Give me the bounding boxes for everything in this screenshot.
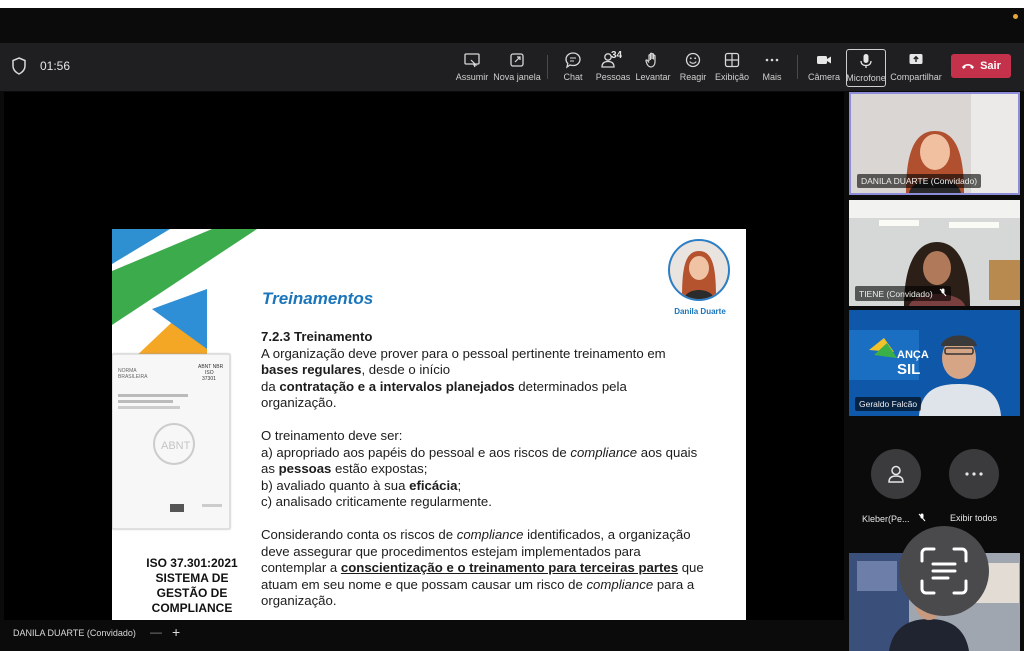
raise-hand-icon <box>644 51 662 69</box>
abnt-logo: ABNT <box>161 440 191 452</box>
presentation-slide <box>112 229 746 651</box>
doc-line-37301: 37301 <box>202 376 216 382</box>
iso-caption-line: GESTÃO DE <box>156 586 228 600</box>
iso-standard-document-image <box>112 354 230 529</box>
paragraph-1: A organização deve prover para o pessoal pertinente treinamento em bases regulares, desde o início da contratação e a intervalos planejados determinados pela organização. <box>261 345 666 411</box>
status-dot <box>1013 14 1018 19</box>
kleber-label: Kleber(Pe... <box>862 513 926 524</box>
leave-label: Sair <box>980 60 1001 72</box>
zoom-in-button[interactable]: + <box>172 624 181 640</box>
new-window-button[interactable] <box>494 49 540 87</box>
participant-tile-danila[interactable] <box>849 92 1020 195</box>
new-window-icon <box>508 51 526 69</box>
section-heading: 7.2.3 Treinamento <box>261 329 373 344</box>
people-label: Pessoas <box>595 72 631 82</box>
take-control-button[interactable] <box>455 49 489 87</box>
microphone-icon <box>857 52 875 70</box>
more-icon <box>763 51 781 69</box>
iso-caption-line: SISTEMA DE <box>155 571 229 585</box>
person-icon <box>885 463 907 485</box>
zoom-out-button[interactable]: — <box>150 625 162 639</box>
take-control-label: Assumir <box>455 72 489 82</box>
text-scan-button[interactable] <box>899 526 989 616</box>
participant-name: Geraldo Falcão <box>855 397 921 411</box>
show-all-button[interactable] <box>949 449 999 499</box>
doc-line-iso: ISO <box>205 370 214 376</box>
chat-button[interactable] <box>561 49 585 87</box>
toolbar-divider <box>797 55 798 79</box>
camera-icon <box>815 51 833 69</box>
meeting-timer: 01:56 <box>40 59 71 73</box>
react-icon <box>684 51 702 69</box>
iso-caption-line: ISO 37.301:2021 <box>146 556 238 570</box>
background-sign-text-bottom: SIL <box>897 361 921 378</box>
share-label: Compartilhar <box>890 72 942 82</box>
meeting-toolbar <box>0 43 1024 91</box>
text-scan-icon <box>918 545 970 597</box>
more-label: Mais <box>762 72 782 82</box>
kleber-avatar[interactable] <box>871 449 921 499</box>
mic-off-icon <box>918 513 926 522</box>
camera-label: Câmera <box>808 72 841 82</box>
hang-up-icon <box>961 62 975 70</box>
share-button[interactable] <box>891 49 941 87</box>
leave-button[interactable] <box>951 54 1011 78</box>
iso-caption-line: COMPLIANCE <box>151 601 233 615</box>
doc-line-abnt-nbr: ABNT NBR <box>198 364 224 370</box>
title-bar <box>0 8 1024 43</box>
take-control-icon <box>463 51 481 69</box>
react-label: Reagir <box>679 72 707 82</box>
paragraph-2: O treinamento deve ser: a) apropriado aos papéis do pessoal e aos riscos de compliance aos quais as pessoas estão expostas; b) avaliado quanto à sua eficácia; c) analisado criticamente regularmente. <box>261 427 698 510</box>
microphone-label: Microfone <box>846 73 886 83</box>
toolbar-divider <box>547 55 548 79</box>
share-icon <box>907 51 925 69</box>
raise-hand-button[interactable] <box>636 49 670 87</box>
doc-line-norma: NORMA <box>118 368 137 374</box>
presenter-name: Danila Duarte <box>674 307 726 316</box>
chat-label: Chat <box>563 72 583 82</box>
participant-tile-tiene[interactable] <box>849 200 1020 306</box>
more-button[interactable] <box>760 49 784 87</box>
view-icon <box>723 51 741 69</box>
bottom-bar <box>0 620 848 651</box>
chat-icon <box>564 51 582 69</box>
microphone-button[interactable] <box>846 49 886 87</box>
raise-hand-label: Levantar <box>635 72 671 82</box>
people-button[interactable] <box>596 49 630 87</box>
view-label: Exibição <box>714 72 750 82</box>
react-button[interactable] <box>679 49 707 87</box>
participant-tile-geraldo[interactable] <box>849 310 1020 416</box>
mic-off-icon <box>939 288 947 297</box>
meeting-window <box>0 8 1024 651</box>
background-sign-text-top: ANÇA <box>897 349 929 361</box>
presenter-label: DANILA DUARTE (Convidado) <box>13 628 136 638</box>
slide-body-text <box>261 329 741 651</box>
participant-name: DANILA DUARTE (Convidado) <box>857 174 981 188</box>
shared-screen-stage <box>4 92 844 627</box>
show-all-label: Exibir todos <box>950 513 998 523</box>
participant-name: TIENE (Convidado) <box>855 286 951 301</box>
camera-button[interactable] <box>808 49 840 87</box>
doc-line-brasileira: BRASILEIRA <box>118 374 148 380</box>
iso-caption <box>142 556 242 616</box>
paragraph-3: Considerando conta os riscos de compliance identificados, a organização deve assegurar que procedimentos estejam implementados para contemplar a conscientização e o treinamento para terceiras partes que atuam em seu nome e que possam causar um risco de compliance para a organização. <box>261 526 704 609</box>
more-icon <box>963 471 985 477</box>
view-button[interactable] <box>715 49 749 87</box>
slide-title: Treinamentos <box>262 289 374 308</box>
shield-icon <box>12 57 26 75</box>
new-window-label: Nova janela <box>493 72 541 82</box>
participant-count: 34 <box>611 50 623 61</box>
presenter-photo <box>668 239 730 301</box>
